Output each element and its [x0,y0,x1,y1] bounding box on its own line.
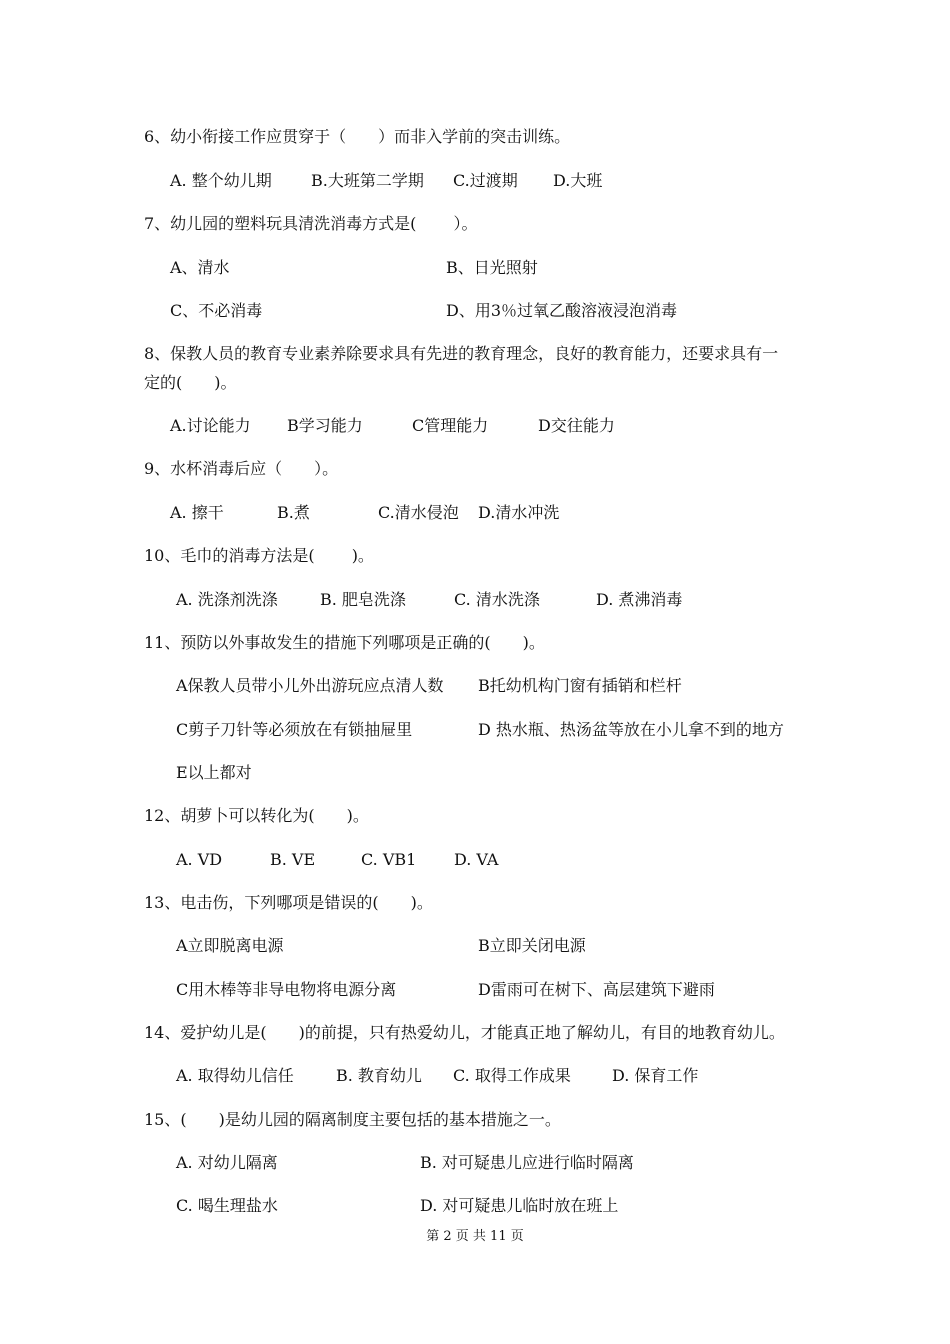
question-7-option-a: A、清水 [170,258,230,277]
question-12-option-d: D. VA [454,850,499,869]
question-15-option-c: C. 喝生理盐水 [176,1196,278,1215]
question-13-option-b: B立即关闭电源 [478,936,586,955]
question-8-stem-line1: 8、保教人员的教育专业素养除要求具有先进的教育理念，良好的教育能力，还要求具有一 [144,344,779,363]
question-10-stem: 10、毛巾的消毒方法是( )。 [144,546,374,565]
question-12-option-a: A. VD [176,850,223,869]
question-14-option-d: D. 保育工作 [612,1066,699,1085]
question-6-stem: 6、幼小衔接工作应贯穿于（ ）而非入学前的突击训练。 [144,127,571,146]
question-6-option-c: C.过渡期 [453,171,518,190]
question-14-option-c: C. 取得工作成果 [453,1066,571,1085]
question-15-option-b: B. 对可疑患儿应进行临时隔离 [420,1153,634,1172]
question-13-stem: 13、电击伤，下列哪项是错误的( )。 [144,893,433,912]
question-7-option-c: C、不必消毒 [170,301,263,320]
question-9-option-d: D.清水冲洗 [478,503,560,522]
question-11-stem: 11、预防以外事故发生的措施下列哪项是正确的( )。 [144,633,545,652]
question-14-option-b: B. 教育幼儿 [336,1066,422,1085]
question-9-stem: 9、水杯消毒后应（ ）。 [144,459,339,478]
question-14-stem: 14、爱护幼儿是( )的前提，只有热爱幼儿，才能真正地了解幼儿，有目的地教育幼儿。 [144,1023,785,1042]
question-7-option-b: B、日光照射 [446,258,538,277]
question-9-option-c: C.清水侵泡 [378,503,459,522]
question-7-stem: 7、幼儿园的塑料玩具清洗消毒方式是( ）。 [144,214,478,233]
question-13-option-c: C用木棒等非导电物将电源分离 [176,980,397,999]
question-11-option-d: D 热水瓶、热汤盆等放在小儿拿不到的地方 [478,720,784,739]
question-9-option-a: A. 擦干 [170,503,224,522]
question-10-option-c: C. 清水洗涤 [454,590,540,609]
question-15-stem: 15、( )是幼儿园的隔离制度主要包括的基本措施之一。 [144,1110,561,1129]
question-13-option-d: D雷雨可在树下、高层建筑下避雨 [478,980,715,999]
question-13-option-a: A立即脱离电源 [176,936,284,955]
question-11-option-e: E以上都对 [176,763,252,782]
question-15-option-a: A. 对幼儿隔离 [176,1153,278,1172]
question-9-option-b: B.煮 [277,503,310,522]
question-8-option-a: A.讨论能力 [170,416,251,435]
question-7-option-d: D、用3％过氧乙酸溶液浸泡消毒 [446,301,678,320]
question-8-option-d: D交往能力 [538,416,615,435]
question-12-stem: 12、胡萝卜可以转化为( )。 [144,806,369,825]
question-8-option-b: B学习能力 [287,416,363,435]
question-8-stem-line2: 定的( )。 [144,373,237,392]
question-12-option-c: C. VB1 [361,850,417,869]
question-6-option-b: B.大班第二学期 [311,171,424,190]
question-8-option-c: C管理能力 [412,416,489,435]
question-10-option-b: B. 肥皂洗涤 [320,590,406,609]
question-11-option-c: C剪子刀针等必须放在有锁抽屉里 [176,720,413,739]
page-number-footer: 第 2 页 共 11 页 [426,1229,524,1244]
question-10-option-a: A. 洗涤剂洗涤 [176,590,278,609]
question-15-option-d: D. 对可疑患儿临时放在班上 [420,1196,619,1215]
question-6-option-d: D.大班 [553,171,603,190]
question-11-option-a: A保教人员带小儿外出游玩应点清人数 [176,676,444,695]
question-10-option-d: D. 煮沸消毒 [596,590,683,609]
question-6-option-a: A. 整个幼儿期 [170,171,272,190]
question-14-option-a: A. 取得幼儿信任 [176,1066,294,1085]
question-11-option-b: B托幼机构门窗有插销和栏杆 [478,676,682,695]
question-12-option-b: B. VE [270,850,316,869]
